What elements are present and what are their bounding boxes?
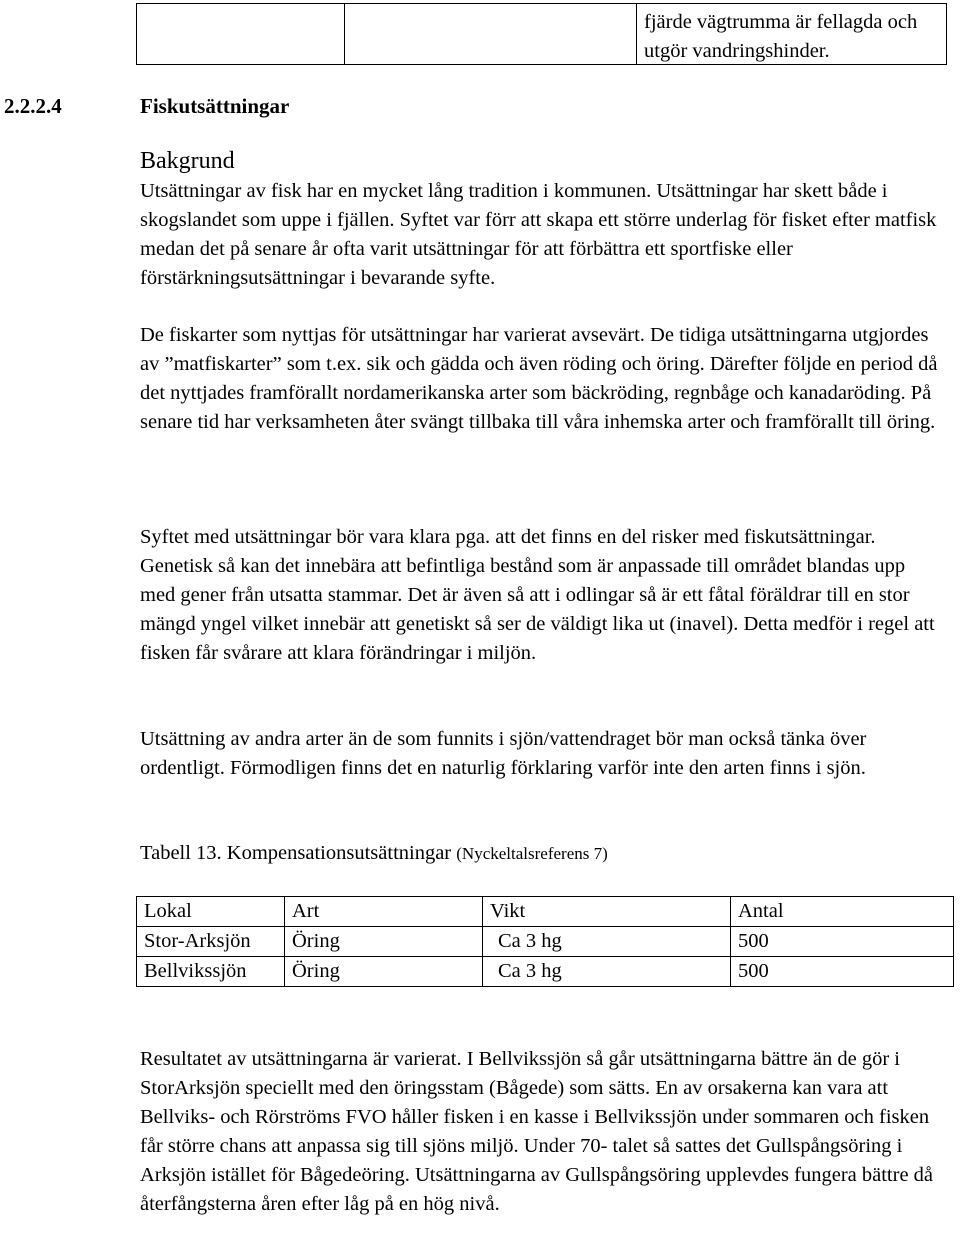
table-cell-empty	[137, 4, 345, 64]
section-number: 2.2.2.4	[4, 94, 62, 118]
table-caption	[140, 839, 608, 868]
section-heading	[4, 92, 289, 121]
paragraph: Resultatet av utsättningarna är varierat. I Bellvikssjön så går utsättningarna bättre än de gör i StorArksjön speciellt med den öringsstam (Bågede) som sätts. En av orsakerna kan vara att Bellviks- och Rörströms FVO håller fisken i en kasse i Bellvikssjön under sommaren och fisken får större chans att anpassa sig till sjöns miljö. Under 70- talet så sattes det Gullspångsöring i Arksjön istället för Bågedeöring. Utsättningarna av Gullspångsöring upplevdes fungera bättre då återfångsterna åren efter låg på en hög nivå.	[140, 1048, 934, 1215]
table-cell: 500	[731, 957, 954, 987]
paragraph: Utsättning av andra arter än de som funnits i sjön/vattendraget bör man också tänka över ordentligt. Förmodligen finns det en naturlig förklaring varför inte den arten finns i sjön.	[140, 728, 867, 779]
paragraph: De fiskarter som nyttjas för utsättningar har varierat avsevärt. De tidiga utsättningarna utgjordes av ”matfiskarter” som t.ex. sik och gädda och även röding och öring. Därefter följde en period då det nyttjades framförallt nordamerikanska arter som bäckröding, regnbåge och kanadaröding. På senare tid har verksamheten åter svängt tillbaka till våra inhemska arter och framförallt till öring.	[140, 324, 938, 433]
table-row	[137, 957, 954, 987]
table-cell: Öring	[285, 957, 483, 987]
table-header-row	[137, 897, 954, 927]
table-cell-empty	[345, 4, 637, 64]
table-cell: Bellvikssjön	[137, 957, 285, 987]
table-cell: Öring	[285, 927, 483, 957]
paragraph: Syftet med utsättningar bör vara klara pga. att det finns en del risker med fiskutsättningar. Genetisk så kan det innebära att befintliga bestånd som är anpassade till området blandas upp med gener från utsatta stammar. Det är även så att i odlingar så är ett fåtal föräldrar till en stor mängd yngel vilket innebär att genetiskt så ser de väldigt lika ut (inavel). Detta medför i regel att fisken får svårare att klara förändringar i miljön.	[140, 526, 935, 664]
section-title: Fiskutsättningar	[140, 94, 290, 118]
subheading: Bakgrund	[140, 148, 235, 174]
table-cell: Ca 3 hg	[483, 957, 731, 987]
header-cell: Art	[285, 897, 483, 927]
table-cell: Stor-Arksjön	[137, 927, 285, 957]
table-cell: 500	[731, 927, 954, 957]
caption-label: Tabell 13. Kompensationsutsättningar	[140, 842, 452, 864]
header-cell: Vikt	[483, 897, 731, 927]
caption-reference: (Nyckeltalsreferens 7)	[456, 844, 608, 863]
header-cell: Antal	[731, 897, 954, 927]
continuation-table	[136, 3, 947, 65]
stocking-table	[136, 896, 954, 987]
paragraph: Utsättningar av fisk har en mycket lång tradition i kommunen. Utsättningar har skett både i skogslandet som uppe i fjällen. Syftet var förr att skapa ett större underlag för fisket efter matfisk medan det på senare år ofta varit utsättningar för att förbättra ett sportfiske eller förstärkningsutsättningar i bevarande syfte.	[140, 180, 937, 289]
table-cell-text: fjärde vägtrumma är fellagda och utgör vandringshinder.	[644, 11, 918, 62]
header-cell: Lokal	[137, 897, 285, 927]
table-cell: Ca 3 hg	[483, 927, 731, 957]
table-row	[137, 927, 954, 957]
